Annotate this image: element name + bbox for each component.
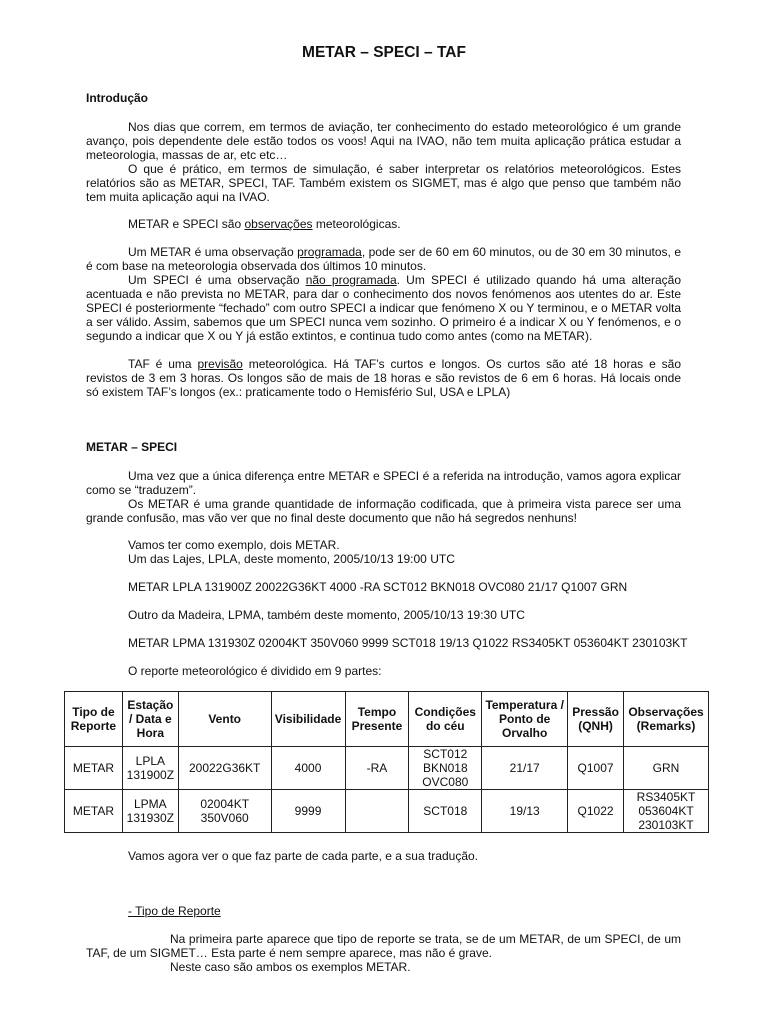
- text-run: , pode ser de 60 em 60 minutos, ou de 30 em 30 minutos, e é com base na meteorologia observada dos últimos 10 minutos.: [86, 245, 681, 273]
- table-cell: Q1022: [568, 790, 624, 833]
- madeira-example-line: Outro da Madeira, LPMA, também deste momento, 2005/10/13 19:30 UTC: [128, 608, 525, 622]
- table-cell: 21/17: [482, 747, 568, 790]
- document-title: METAR – SPECI – TAF: [302, 44, 466, 61]
- intro-paragraph-5: [86, 273, 681, 343]
- header-cell: Temperatura / Ponto de Orvalho: [482, 692, 568, 747]
- table-cell: LPLA 131900Z: [122, 747, 178, 790]
- table-cell: SCT012 BKN018 OVC080: [409, 747, 482, 790]
- example-intro-line: Vamos ter como exemplo, dois METAR.: [128, 538, 340, 552]
- table-cell: LPMA 131930Z: [122, 790, 178, 833]
- underlined-term: não programada: [305, 273, 397, 287]
- text-run: Um METAR é uma observação: [128, 245, 298, 259]
- table-row: [65, 790, 709, 833]
- header-cell: Vento: [178, 692, 271, 747]
- table-cell: 4000: [271, 747, 345, 790]
- underlined-term: programada: [297, 245, 362, 259]
- table-cell: METAR: [65, 790, 123, 833]
- metar-speci-paragraph-2: Os METAR é uma grande quantidade de informação codificada, que à primeira vista parece ser uma grande confusão, mas vão ver que no final deste documento que não há segredos nenhuns!: [86, 497, 681, 525]
- metar-lpma-code: METAR LPMA 131930Z 02004KT 350V060 9999 SCT018 19/13 Q1022 RS3405KT 053604KT 230103KT: [128, 636, 688, 650]
- text-run: Um SPECI é uma observação: [128, 273, 306, 287]
- intro-heading: Introdução: [86, 91, 148, 105]
- text-run: meteorológicas.: [312, 217, 401, 231]
- intro-paragraph-1: Nos dias que correm, em termos de aviação, ter conhecimento do estado meteorológico é um grande avanço, pois dependente dele estão todos os voos! Aqui na IVAO, não tem muita aplicação prática estudar a meteorologia, massas de ar, etc etc…: [86, 120, 681, 162]
- nine-parts-line: O reporte meteorológico é dividido em 9 partes:: [128, 664, 382, 678]
- intro-paragraph-4: [86, 245, 681, 273]
- metar-parts-table: [64, 691, 709, 833]
- metar-lpla-code: METAR LPLA 131900Z 20022G36KT 4000 -RA SCT012 BKN018 OVC080 21/17 Q1007 GRN: [128, 580, 628, 594]
- table-cell: 19/13: [482, 790, 568, 833]
- text-run: . Um SPECI é utilizado quando há uma alteração acentuada e não prevista no METAR, para dar o conhecimento dos novos fenómenos aos utentes do ar. Este SPECI é posteriormente “fechado” com outro SPECI a indicar que fenómeno X ou Y terminou, e o METAR volta a ser válido. Assim, sabemos que um SPECI nunca vem sozinho. O primeiro é a indicar X ou Y fenómenos, e o segundo a indicar que X ou Y já estão extintos, e continua tudo como antes (como na METAR).: [86, 273, 681, 343]
- table-cell: GRN: [624, 747, 709, 790]
- table-cell: RS3405KT 053604KT 230103KT: [624, 790, 709, 833]
- intro-paragraph-2: O que é prático, em termos de simulação, é saber interpretar os relatórios meteorológicos. Estes relatórios são as METAR, SPECI, TAF. Também existem os SIGMET, mas é algo que penso que também não tem muita aplicação aqui na IVAO.: [86, 162, 681, 204]
- header-cell: Tempo Presente: [345, 692, 409, 747]
- header-cell: Pressão (QNH): [568, 692, 624, 747]
- table-cell: SCT018: [409, 790, 482, 833]
- table-cell: 20022G36KT: [178, 747, 271, 790]
- lajes-example-line: Um das Lajes, LPLA, deste momento, 2005/10/13 19:00 UTC: [128, 552, 455, 566]
- underlined-term: observações: [244, 217, 313, 231]
- tipo-reporte-paragraph-1: Na primeira parte aparece que tipo de reporte se trata, se de um METAR, de um SPECI, de um TAF, de um SIGMET… Esta parte é nem sempre aparece, mas não é grave.: [86, 932, 681, 960]
- text-run: TAF é uma: [128, 357, 198, 371]
- table-cell: 02004KT 350V060: [178, 790, 271, 833]
- intro-paragraph-3: [86, 217, 681, 231]
- table-cell: METAR: [65, 747, 123, 790]
- text-run: meteorológica. Há TAF’s curtos e longos. Os curtos são até 18 horas e são revistos de 3 em 3 horas. Os longos são de mais de 18 horas e são revistos de 6 em 6 horas. Há locais onde só existem TAF’s longos (ex.: praticamente todo o Hemisfério Sul, USA e LPLA): [86, 357, 681, 399]
- underlined-term: previsão: [197, 357, 243, 371]
- header-cell: Condições do céu: [409, 692, 482, 747]
- table-cell: [345, 790, 409, 833]
- tipo-reporte-paragraph-2: Neste caso são ambos os exemplos METAR.: [170, 960, 411, 974]
- metar-speci-heading: METAR – SPECI: [86, 440, 178, 454]
- header-cell: Observações (Remarks): [624, 692, 709, 747]
- text-run: METAR e SPECI são: [128, 217, 245, 231]
- table-header-row: [65, 692, 709, 747]
- intro-paragraph-6: [86, 357, 681, 399]
- after-table-line: Vamos agora ver o que faz parte de cada parte, e a sua tradução.: [128, 849, 478, 863]
- table-cell: 9999: [271, 790, 345, 833]
- tipo-reporte-heading: - Tipo de Reporte: [128, 904, 221, 918]
- header-cell: Tipo de Reporte: [65, 692, 123, 747]
- table-row: [65, 747, 709, 790]
- metar-speci-paragraph-1: Uma vez que a única diferença entre METAR e SPECI é a referida na introdução, vamos agora explicar como se “traduzem”.: [86, 469, 681, 497]
- table-cell: -RA: [345, 747, 409, 790]
- header-cell: Visibilidade: [271, 692, 345, 747]
- header-cell: Estação / Data e Hora: [122, 692, 178, 747]
- table-cell: Q1007: [568, 747, 624, 790]
